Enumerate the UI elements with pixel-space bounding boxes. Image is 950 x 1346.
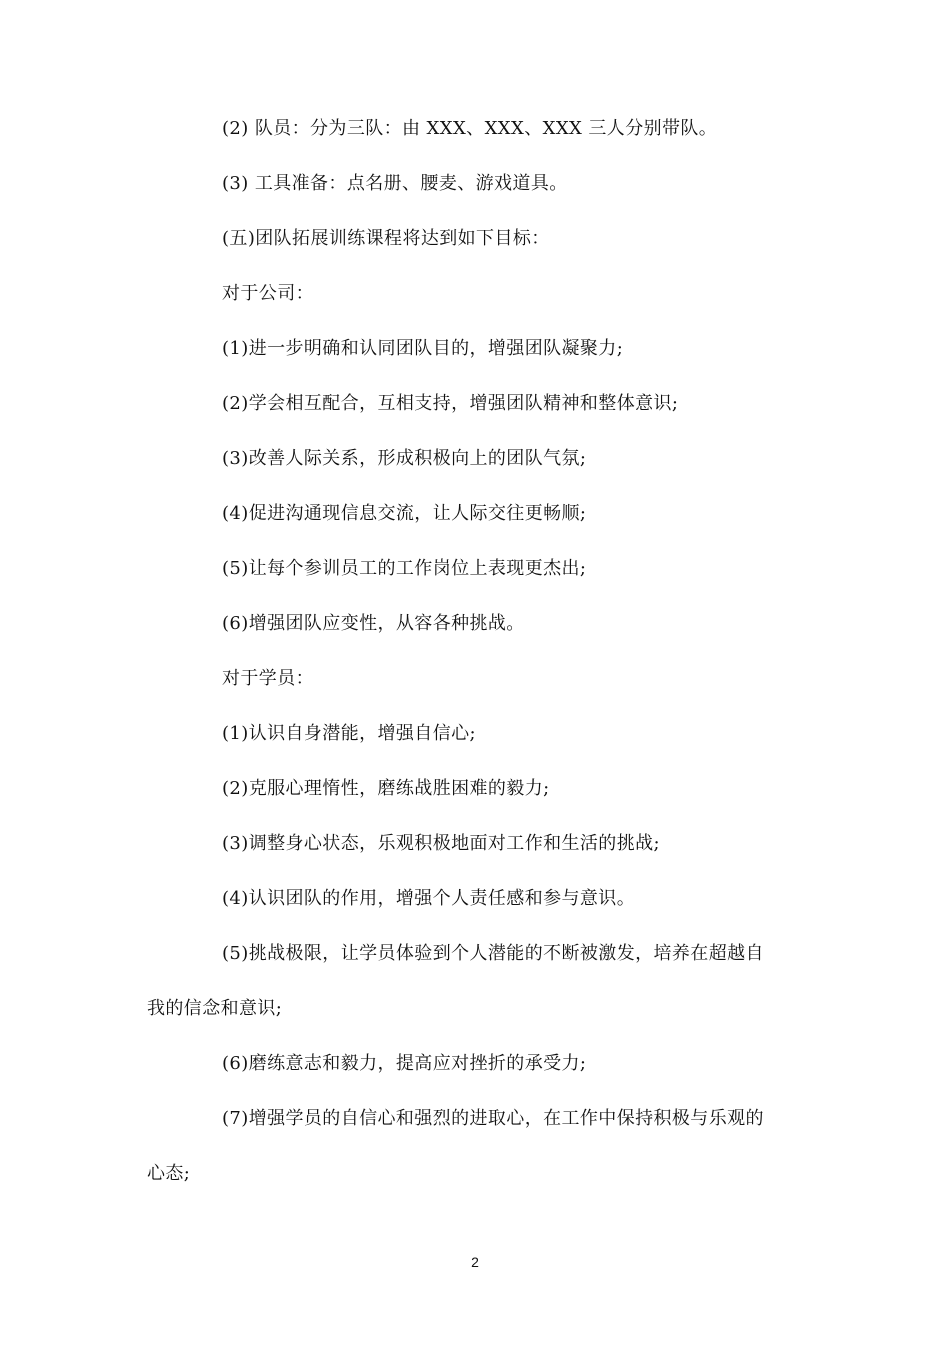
trainee-goal-5-line-2: 我的信念和意识; (147, 998, 283, 1019)
trainee-goal-1: (1)认识自身潜能，增强自信心; (222, 723, 476, 744)
subheading-trainees: 对于学员： (222, 668, 314, 689)
trainee-goal-6: (6)磨练意志和毅力，提高应对挫折的承受力; (222, 1053, 587, 1074)
page-number: 2 (471, 1254, 479, 1270)
subheading-company: 对于公司： (222, 283, 314, 304)
trainee-goal-7-line-1: (7)增强学员的自信心和强烈的进取心，在工作中保持积极与乐观的 (222, 1108, 764, 1129)
company-goal-6: (6)增强团队应变性，从容各种挑战。 (222, 613, 525, 634)
trainee-goal-2: (2)克服心理惰性，磨练战胜困难的毅力; (222, 778, 550, 799)
company-goal-1: (1)进一步明确和认同团队目的，增强团队凝聚力; (222, 338, 624, 359)
trainee-goal-4: (4)认识团队的作用，增强个人责任感和参与意识。 (222, 888, 636, 909)
company-goal-4: (4)促进沟通现信息交流，让人际交往更畅顺; (222, 503, 587, 524)
company-goal-2: (2)学会相互配合，互相支持，增强团队精神和整体意识; (222, 393, 679, 414)
paragraph-tools: (3) 工具准备：点名册、腰麦、游戏道具。 (222, 173, 568, 194)
company-goal-5: (5)让每个参训员工的工作岗位上表现更杰出; (222, 558, 587, 579)
trainee-goal-7-line-2: 心态; (147, 1163, 191, 1184)
trainee-goal-5-line-1: (5)挑战极限，让学员体验到个人潜能的不断被激发，培养在超越自 (222, 943, 764, 964)
company-goal-3: (3)改善人际关系，形成积极向上的团队气氛; (222, 448, 587, 469)
section-heading-goals: (五)团队拓展训练课程将达到如下目标： (222, 228, 550, 249)
paragraph-team-members: (2) 队员：分为三队：由 XXX、XXX、XXX 三人分别带队。 (222, 118, 718, 139)
trainee-goal-3: (3)调整身心状态，乐观积极地面对工作和生活的挑战; (222, 833, 660, 854)
